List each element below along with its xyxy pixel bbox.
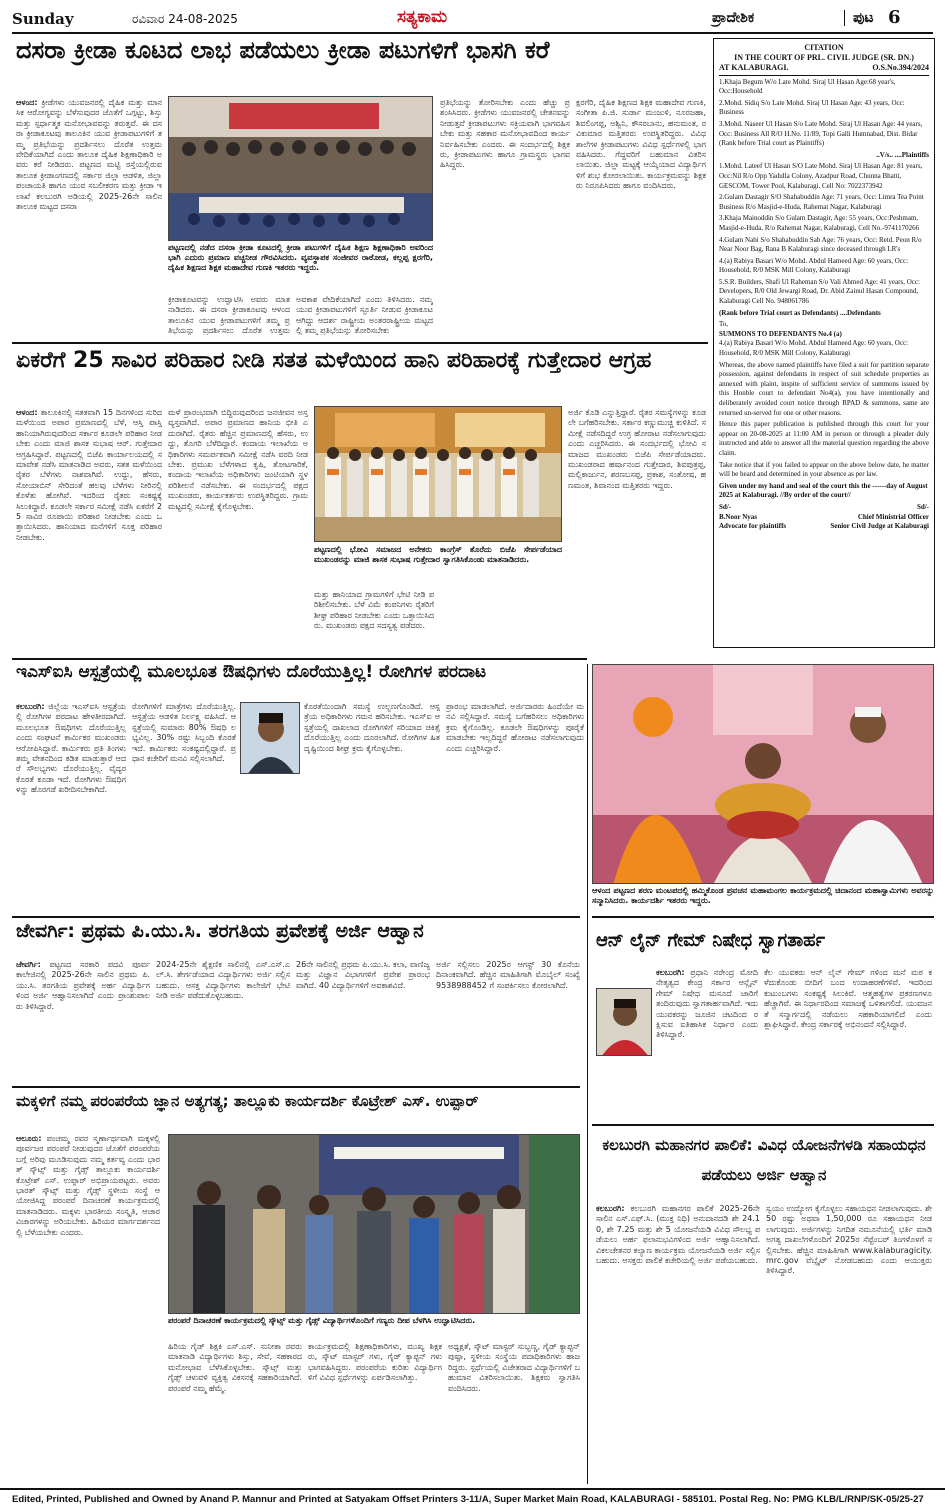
scouts-event-photo xyxy=(169,1135,580,1314)
page-number: 6 xyxy=(888,7,901,28)
court-citation-notice xyxy=(713,38,935,648)
party-meeting-photo xyxy=(315,407,562,542)
sign-left: Sd/- xyxy=(719,502,732,511)
article-2-col4: ಅರ್ಜಿ ಕೊಡಿ ಎನ್ನುತ್ತಿದ್ದಾರೆ. ರೈತರ ಸಮಸ್ಯೆಗಳನ್ನು ಕೂಡಲೇ ಬಗೆಹರಿಸಬೇಕು. ಸರ್ಕಾರ ಕಣ್ಣುಮುಚ್ಚಿ ಕುಳಿತಿದೆ. ಸಮೀಕ್ಷೆ ನಡೆಸದಿದ್ದರೆ ಉಗ್ರ ಹೋರಾಟ ನಡೆಸಲಾಗುವುದು ಎಂದು ಎಚ್ಚರಿಸಿದರು. ಈ ಸಂದರ್ಭದಲ್ಲಿ ಭೋವಿ ಸಮಾಜದ ಮುಖಂಡರು ಬಿಜೆಪಿ ಸೇರ್ಪಡೆಯಾದರು. ಮುಖಂಡರಾದ ಹರ್ಷಾನಂದ ಗುತ್ತೇದಾರ, ಶಿವಪುತ್ರಪ್ಪ, ಮಲ್ಲಿಕಾರ್ಜುನ, ಶರಣಬಸಪ್ಪ, ಪ್ರಕಾಶ, ಸಂತೋಷ, ಹಣಮಂತ, ಶಿವಾನಂದ ಮತ್ತಿತರರು ಇದ್ದರು. xyxy=(568,408,706,490)
notice-case-number: O.S.No.394/2024 xyxy=(872,63,929,72)
article-6-headline: ಆನ್ ಲೈನ್ ಗೇಮ್ ನಿಷೇಧ ಸ್ವಾಗತಾರ್ಹ xyxy=(596,932,825,951)
notice-place: AT KALABURAGI. xyxy=(719,63,789,72)
article-3-col4: ಪ್ರಾರಂಭ ಮಾಡಲಾಗಿದೆ. ಅರ್ಜಿದಾರರು ಹಿಂದೆಯೇ ಮನವಿ ಸಲ್ಲಿಸಿದ್ದಾರೆ. ಸಮಸ್ಯೆ ಬಗೆಹರಿಸಲು ಅಧಿಕಾರಿಗಳು ಕ್ರಮ ಕೈಗೊಂಡಿಲ್ಲ. ಕೂಡಲೇ ಔಷಧಿಗಳನ್ನು ಪೂರೈಕೆ ಮಾಡಬೇಕು ಇಲ್ಲದಿದ್ದರೆ ಹೋರಾಟ ನಡೆಸಲಾಗುವುದು ಎಂದು ಎಚ್ಚರಿಸಿದ್ದಾರೆ. xyxy=(446,702,584,753)
article-1-col3: ಅವಕಾಶ ವೇದಿಕೆಯಾಗಿದೆ ಎಂದು ತಿಳಿಸಿದರು. ನಮ್ಮ ಯುವ ಕ್ರೀಡಾಪಟುಗಳಿಗೆ ಸ್ಪೂರ್ತಿ ನೀಡುವ ಕ್ರೀಡಾಕೂಟ ಆಗಿದ್ದು ಆದರ್ಶ ರಾಷ್ಟ್ರೀಯ ಅಂತರರಾಷ್ಟ್ರೀಯ ಮಟ್ಟದಲ್ಲಿ ತಮ್ಮ ಪ್ರತಿಭೆಯನ್ನು ತೋರಿಸಬೇಕು xyxy=(296,295,433,335)
article-4-col1: ಜೇವರ್ಗಿ: ಪಟ್ಟಣದ ಸರಕಾರಿ ಪದವಿ ಪೂರ್ವ ಕಾಲೇಜಿನಲ್ಲಿ 2025-26ನೇ ಸಾಲಿನ ಪ್ರಥಮ ಪಿ.ಯು.ಸಿ. ತರಗತಿಯ ಪ್ರವೇಶಕ್ಕೆ ಅರ್ಹ ವಿದ್ಯಾರ್ಥಿಗಳಿಂದ ಅರ್ಜಿ ಆಹ್ವಾನಿಸಲಾಗಿದೆ ಎಂದು ಪ್ರಾಂಶುಪಾಲರು ತಿಳಿಸಿದ್ದಾರೆ. xyxy=(16,960,150,1011)
defendant-3: 3.Khaja Mainoddin S/o Gulam Dastagir, Age: 55 years, Occ:Peshmam, Masjid-e-Huda, R/o Rahemat Nagar, Kalaburagi, Cell No.-9741170266 xyxy=(719,214,920,232)
header-date: ರವಿವಾರ 24-08-2025 xyxy=(132,12,238,26)
summons-party: 4.(a) Rabiya Basari W/o Mohd. Abdul Hameed Age: 60 years, Occ: Household, R/0 MSK Mill Colony, Kalaburagi xyxy=(719,339,909,358)
defendant-2: 2.Gulam Dastagir S/O Shahabuddin Age: 71 years, Occ: Limra Tea Point Business R/o Masjid-e-Huda, Rahemat Nagar, Kalaburagi xyxy=(719,193,924,211)
article-1-col4: ಪ್ರತಿಭೆಯನ್ನು ತೋರಿಸಬೇಕು ಎಂದು ಹೆಚ್ಚು ಪ್ರಶಂಸಿಸಿದರು. ಕ್ರೀಡೆಗಳು ಯುವಜನರಲ್ಲಿ ಚೇತನವನ್ನು ನೀಡುತ್ತವೆ ಕ್ರೀಡಾಪಟುಗಳು ಸಕ್ರಿಯವಾಗಿ ಭಾಗವಹಿಸಬೇಕು ಮತ್ತು ಸಹಕಾರ ಮನೋಭಾವದಿಂದ ಕಾರ್ಯನಿರ್ವಹಿಸಬೇಕು ಎಂದರು. ಈ ಸಂದರ್ಭದಲ್ಲಿ ಶಿಕ್ಷಕರು, ಕ್ರೀಡಾಪಟುಗಳು ಹಾಗೂ ಗ್ರಾಮಸ್ಥರು ಭಾಗವಹಿಸಿದ್ದರು. xyxy=(440,98,570,170)
article-7-headline: ಕಲಬುರಗಿ ಮಹಾನಗರ ಪಾಲಿಕೆ: ವಿವಿಧ ಯೋಜನೆಗಳಡಿ ಸಹಾಯಧನ ಪಡೆಯಲು ಅರ್ಜಿ ಆಹ್ವಾನ xyxy=(602,1136,926,1184)
section-name: ಪ್ರಾದೇಶಿಕ xyxy=(712,10,755,26)
notice-body-3: Take notice that if you failed to appear on the above below date, he matter will be heard and determined in your absence as per law. xyxy=(719,460,929,479)
divider xyxy=(12,916,580,918)
article-7-col1: ಕಲಬುರಗಿ: ಕಲಬುರಗಿ ಮಹಾನಗರ ಪಾಲಿಕೆ 2025-26ನೇ ಸಾಲಿನ ಎಸ್.ಎಫ್.ಸಿ. (ಮುಕ್ತ ನಿಧಿ) ಅನುದಾನದಡಿ ಶೇ 24.10, ಶೇ 7.25 ಮತ್ತು ಶೇ 5 ಯೋಜನೆಯಡಿ ವಿವಿಧ ಸೌಲಭ್ಯ ಪಡೆಯಲು ಅರ್ಹ ಫಲಾನುಭವಿಗಳಿಂದ ಅರ್ಜಿ ಆಹ್ವಾನಿಸಲಾಗಿದೆ. ವಿಕಲಚೇತನರ ಕಲ್ಯಾಣ ಕಾರ್ಯಕ್ರಮ ಯೋಜನೆಯಡಿ ಅರ್ಜಿ ಸಲ್ಲಿಸಬಹುದು. ಆಸಕ್ತರು ಪಾಲಿಕೆ ಕಚೇರಿಯಲ್ಲಿ ಅರ್ಜಿ ಪಡೆಯಬಹುದು. xyxy=(596,1204,760,1266)
sports-group-photo xyxy=(169,97,433,241)
sign-right: Sd/- xyxy=(916,502,929,511)
article-2-caption: ಪಟ್ಟಣದಲ್ಲಿ ಭೋವಿ ಸಮಾಜದ ಅನೇಕರು ಕಾಂಗ್ರೆಸ್ ತೊರೆದು ಬಿಜೆಪಿ ಸೇರ್ಪಡೆಯಾದ ಮುಖಂಡರನ್ನು ಮಾಜಿ ಶಾಸಕ ಸುಭಾಷ ಗುತ್ತೇದಾರ ಸ್ವಾಗತಿಸಿಕೊಂಡು ಮಾತನಾಡಿದರು. xyxy=(314,545,562,564)
article-6-col1: ಕಲಬುರಗಿ: ಪ್ರಧಾನಿ ನರೇಂದ್ರ ಮೋದಿ ನೇತೃತ್ವದ ಕೇಂದ್ರ ಸರ್ಕಾರ ಆನ್ಲೈನ್ ಗೇಮ್ ನಿಷೇಧ ಮಸೂದೆ ಜಾರಿಗೆ ತಂದಿರುವುದು ಸ್ವಾಗತಾರ್ಹವಾಗಿದೆ. ಇದು ಯುವಕರನ್ನು ಜೂಜಿನ ಚಟದಿಂದ ರಕ್ಷಿಸುವ ಐತಿಹಾಸಿಕ ನಿರ್ಧಾರ ಎಂದು ತಿಳಿಸಿದ್ದಾರೆ. xyxy=(656,968,758,1040)
plaintiff-1: 1.Khaja Begum W/o Late Mohd. Siraj Ul Hasan Age:68 year's, Occ:Household xyxy=(719,77,896,96)
notice-body-2: Hence this paper publication is published through this court for your appear on 20-08-2025 at 11:00 AM in person or through a pleader duly instructed and able to answer all the material question regarding the above claim. xyxy=(719,420,929,457)
print-line: Edited, Printed, Published and Owned by Anand P. Mannur and Printed at Satyakam Offset Printers 3-11/A, Super Market Main Road, KALABURAGI - 585101. Postal Reg. No: PMG KLB/L/RNP/SK-05/25-27 xyxy=(0,1488,945,1509)
article-1-col1: ಆಳಂದ: ಕ್ರೀಡೆಗಳು ಯುವಜನರಲ್ಲಿ ದೈಹಿಕ ಮತ್ತು ಮಾನಸಿಕ ಆರೋಗ್ಯವನ್ನು ಬೆಳೆಸುವುದರ ಜೊತೆಗೆ ಒಗ್ಗಟ್ಟು, ಶಿಸ್ತು ಮತ್ತು ಸ್ಪರ್ಧಾತ್ಮಕ ಮನೋಭಾವವನ್ನು ತರುತ್ತವೆ. ಈ ದಸರಾ ಕ್ರೀಡಾಕೂಟವು ತಾಲೂಕಿನ ಯುವ ಕ್ರೀಡಾಪಟುಗಳಿಗೆ ತಮ್ಮ ಪ್ರತಿಭೆಯನ್ನು ಪ್ರದರ್ಶಿಸಲು ದೊರೆತ ಉತ್ತಮ ವೇದಿಕೆಯಾಗಿದೆ ಎಂದು ತಾಲೂಕ ದೈಹಿಕ ಶಿಕ್ಷಣಾಧಿಕಾರಿ ಅವರು ಕರೆ ನೀಡಿದರು. ಪಟ್ಟಣದ ಮಟ್ಟಿ ರಸ್ತೆಯಲ್ಲಿರುವ ತಾಲೂಕ ಕ್ರೀಡಾಂಗಣದಲ್ಲಿ ಸರ್ಕಾರ ಜಿಲ್ಲಾ ಆಡಳಿತ, ಜಿಲ್ಲಾ ಪಂಚಾಯತಿ ಹಾಗೂ ಯುವ ಸಬಲೀಕರಣ ಮತ್ತು ಕ್ರೀಡಾ ಇಲಾಖೆ ಕಲಬುರಗಿ ಅಡಿಯಲ್ಲಿ 2025-26ನೇ ಸಾಲಿನ ತಾಲೂಕ ಮಟ್ಟದ ದಸರಾ xyxy=(16,98,162,212)
page-label: ಪುಟ xyxy=(844,10,874,26)
article-3-col2: ರೋಗಿಗಳಿಗೆ ಮಾತ್ರೆಗಳು ದೊರೆಯುತ್ತಿಲ್ಲ. ಆಸ್ಪತ್ರೆಯ ಆಡಳಿತ ನಿರ್ಲಕ್ಷ್ಯ ವಹಿಸಿದೆ. ಆಸ್ಪತ್ರೆಯಲ್ಲಿ ಸುಮಾರು 80% ಔಷಧಿ ಲಭ್ಯವಿಲ್ಲ. 30% ರಷ್ಟು ಸಿಬ್ಬಂದಿ ಕೊರತೆ ಇದೆ. ಕಾರ್ಮಿಕರು ಸಂಕಷ್ಟದಲ್ಲಿದ್ದಾರೆ. ಪ್ರಧಾನ ಕಚೇರಿಗೆ ಮನವಿ ಸಲ್ಲಿಸಲಾಗಿದೆ. xyxy=(132,702,236,764)
article-1-headline: ದಸರಾ ಕ್ರೀಡಾ ಕೂಟದ ಲಾಭ ಪಡೆಯಲು ಕ್ರೀಡಾ ಪಟುಗಳಿಗೆ ಭಾಸಗಿ ಕರೆ xyxy=(16,38,550,64)
defendant-4: 4.Gulam Nabi S/o Shahabuddin Sab Age: 76 years, Occ: Retd. Peon R/o Near Noor Bag, Rana B Kalaburagi since deceased through LR's xyxy=(719,235,922,254)
article-2-col2: ಮಳೆ ಪ್ರಾರಂಭವಾಗಿ ಬಿದ್ದಿರುವುದರಿಂದ ಜನಜೀವನ ಅಸ್ತವ್ಯಸ್ತವಾಗಿದೆ. ಅಪಾರ ಪ್ರಮಾಣದ ಹಾನಿಯ ಭೀತಿ ಎದುರಾಗಿದೆ. ರೈತರು ಹೆಚ್ಚಿನ ಪ್ರಮಾಣದಲ್ಲಿ ಹೆಸರು, ಉದ್ದು, ತೊಗರಿ ಬೆಳೆದಿದ್ದಾರೆ. ಕಂದಾಯ ಇಲಾಖೆಯ ಅಧಿಕಾರಿಗಳು ಸಮರ್ಪಕವಾಗಿ ಸಮೀಕ್ಷೆ ನಡೆಸಿ ವರದಿ ನೀಡಬೇಕು. ಪ್ರಮುಖ ಬೆಳೆಗಳಾದ ಕೃಷಿ, ತೋಟಗಾರಿಕೆ, ಕಂದಾಯ ಇಲಾಖೆಯ ಅಧಿಕಾರಿಗಳು ಜಂಟಿಯಾಗಿ ಸ್ಥಳ ಪರಿಶೀಲನೆ ನಡೆಸಬೇಕು. ಈ ಸಂದರ್ಭದಲ್ಲಿ ಪಕ್ಷದ ಮುಖಂಡರು, ಕಾರ್ಯಕರ್ತರು ಉಪಸ್ಥಿತರಿದ್ದರು. ಗ್ರಾಮ ಮಟ್ಟದಲ್ಲಿ ಸಮೀಕ್ಷೆ ಕೈಗೊಳ್ಳಬೇಕು. xyxy=(168,408,308,511)
article-6-col2: ಕೆಲ ಯುವಕರು ಆನ್ ಲೈನ್ ಗೇಮ್ ಗಳಿಂದ ಮನೆ ಮಠ ಕಳೆದುಕೊಂಡು ಬೀದಿಗೆ ಬಂದ ಉದಾಹರಣೆಗಳಿವೆ. ಇದರಿಂದ ಕುಟುಂಬಗಳು ಸಂಕಷ್ಟಕ್ಕೆ ಸಿಲುಕಿವೆ. ಆತ್ಮಹತ್ಯೆಗಳ ಪ್ರಕರಣಗಳೂ ಹೆಚ್ಚಾಗಿವೆ. ಈ ನಿರ್ಧಾರದಿಂದ ಸಮಾಜಕ್ಕೆ ಒಳಿತಾಗಲಿದೆ. ಯುವಜನತೆ ಸನ್ಮಾರ್ಗದಲ್ಲಿ ನಡೆಯಲು ಸಹಕಾರಿಯಾಗಲಿದೆ ಎಂದು ಶ್ಲಾಘಿಸಿದ್ದಾರೆ. ಕೇಂದ್ರ ಸರ್ಕಾರಕ್ಕೆ ಅಭಿನಂದನೆ ಸಲ್ಲಿಸಿದ್ದಾರೆ. xyxy=(764,968,932,1030)
notice-given: Given under my hand and seal of the court this the ------day of August 2025 at Kalaburagi. //By order of the court// xyxy=(719,481,928,500)
article-7-col2: ಸ್ವಯಂ ಉದ್ಯೋಗ ಕೈಗೊಳ್ಳಲು ಸಹಾಯಧನ ನೀಡಲಾಗುವುದು. ಶೇ 50 ರಷ್ಟು ಅಥವಾ 1,50,000 ರೂ ಸಹಾಯಧನ ನೀಡಲಾಗುವುದು. ಅರ್ಜಿಗಳನ್ನು ನಿಗದಿತ ನಮೂನೆಯಲ್ಲಿ ಭರ್ತಿ ಮಾಡಿ ಅಗತ್ಯ ದಾಖಲೆಗಳೊಂದಿಗೆ 2025ರ ಸೆಪ್ಟೆಂಬರ್ ತಿಂಗಳೊಳಗೆ ಸಲ್ಲಿಸಬೇಕು. ಹೆಚ್ಚಿನ ಮಾಹಿತಿಗಾಗಿ www.kalaburagicity.mrc.gov ವೆಬ್ಸೈಟ್ ನೋಡಬಹುದು ಎಂದು ಆಯುಕ್ತರು ತಿಳಿಸಿದ್ದಾರೆ. xyxy=(766,1204,932,1276)
article-3-portrait xyxy=(240,702,300,774)
felicitation-photo xyxy=(592,664,934,884)
article-1-photo xyxy=(168,96,433,241)
plaintiff-2: 2.Mohd. Sidiq S/o Late Mohd. Siraj Ul Hasan Age: 43 years, Occ: Business xyxy=(719,98,905,117)
article-3-col1: ಕಲಬುರಗಿ: ಜಿಲ್ಲೆಯ ಇಎಸ್ಐಸಿ ಆಸ್ಪತ್ರೆಯಲ್ಲಿ ರೋಗಿಗಳ ಪರದಾಟ ಹೇಳತೀರದಾಗಿದೆ. ಮೂಲಭೂತ ಔಷಧಿಗಳು ದೊರೆಯುತ್ತಿಲ್ಲ ಎಂದು ಸಂಘಟನೆ ಕಾರ್ಮಿಕರ ಮುಖಂಡರು ಆರೋಪಿಸಿದ್ದಾರೆ. ಕಾರ್ಮಿಕರು ಪ್ರತಿ ತಿಂಗಳು ತಮ್ಮ ವೇತನದಿಂದ ಕಡಿತ ಮಾಡುತ್ತಾರೆ ಆದರೆ ಸೌಲಭ್ಯಗಳು ದೊರೆಯುತ್ತಿಲ್ಲ. ವೈದ್ಯರ ಕೊರತೆ ಕೂಡಾ ಇದೆ. ರೋಗಿಗಳು ಔಷಧಿಗಳನ್ನು ಹೊರಗಡೆ ಖರೀದಿಸಬೇಕಾಗಿದೆ. xyxy=(16,702,126,795)
divider xyxy=(12,1086,580,1088)
article-4-col2: 2024-25ನೇ ಶೈಕ್ಷಣಿಕ ಸಾಲಿನಲ್ಲಿ ಎಸ್.ಎಸ್.ಎಲ್.ಸಿ. ತೇರ್ಗಡೆಯಾದ ವಿದ್ಯಾರ್ಥಿಗಳು ಅರ್ಜಿ ಸಲ್ಲಿಸಬಹುದು. ಆಸಕ್ತ ವಿದ್ಯಾರ್ಥಿಗಳು ಕಾಲೇಜಿಗೆ ಭೇಟಿ ನೀಡಿ ಅರ್ಜಿ ಪಡೆದುಕೊಳ್ಳಬಹುದು. xyxy=(156,960,290,1001)
masthead: ಸತ್ಯಕಾಮ xyxy=(397,7,448,27)
page-header xyxy=(12,6,933,34)
felicitation-caption: ಆಳಂದ ಪಟ್ಟಣದ ಶರಣ ಮಂಟಪದಲ್ಲಿ ಹಮ್ಮಿಕೊಂಡ ಪ್ರವಚನ ಮಹಾಮಂಗಲ ಕಾರ್ಯಕ್ರಮದಲ್ಲಿ ಚಿದಾನಂದ ಮಹಾಸ್ವಾಮಿಗಳು ಅವರನ್ನು ಸನ್ಮಾನಿಸಿದರು. ಕಾರ್ಯದರ್ಶಿ ಇತರರು ಇದ್ದರು. xyxy=(592,886,934,905)
article-4-headline: ಜೇವರ್ಗಿ: ಪ್ರಥಮ ಪಿ.ಯು.ಸಿ. ತರಗತಿಯ ಪ್ರವೇಶಕ್ಕೆ ಅರ್ಜಿ ಆಹ್ವಾನ xyxy=(16,922,424,942)
article-4-col3: 26ನೇ ಸಾಲಿನಲ್ಲಿ ಪ್ರಥಮ ಪಿ.ಯು.ಸಿ. ಕಲಾ, ವಾಣಿಜ್ಯ ಮತ್ತು ವಿಜ್ಞಾನ ವಿಭಾಗಗಳಿಗೆ ಪ್ರವೇಶ ಪ್ರಾರಂಭವಾಗಿದೆ. 40 ವಿದ್ಯಾರ್ಥಿಗಳಿಗೆ ಅವಕಾಶವಿದೆ. xyxy=(296,960,430,990)
advocate-name: B.Noor Nyas xyxy=(719,512,757,521)
plaintiffs-label: ..V/s.. ....Plaintiffs xyxy=(876,150,929,159)
article-3-headline: ಇಎಸ್ಐಸಿ ಆಸ್ಪತ್ರೆಯಲ್ಲಿ ಮೂಲಭೂತ ಔಷಧಿಗಳು ದೊರೆಯುತ್ತಿಲ್ಲ! ರೋಗಿಗಳ ಪರದಾಟ xyxy=(16,664,487,682)
advocate-role: Advocate for plaintiffs xyxy=(719,522,787,531)
notice-body-1: Whereas, the above named plaintiffs have filed a suit for partition separate possession, against defendants in respect of suit schedule properties as annexed with plaint, inspite of sufficient service of summons issued by this Honble court to defendant No4(a), you have intentionally and deliberately avoided court notice through RPAD & summons, same are returned un-served for one or other reasons. xyxy=(719,360,929,417)
temple-felicitation-photo xyxy=(593,665,934,884)
article-5-photo xyxy=(168,1134,580,1314)
article-4-col4: ಅರ್ಜಿ ಸಲ್ಲಿಸಲು 2025ರ ಆಗಸ್ಟ್ 30 ಕೊನೆಯ ದಿನಾಂಕವಾಗಿದೆ. ಹೆಚ್ಚಿನ ಮಾಹಿತಿಗಾಗಿ ಮೊಬೈಲ್ ಸಂಖ್ಯೆ 9538988452 ಗೆ ಸಂಪರ್ಕಿಸಲು ಕೋರಲಾಗಿದೆ. xyxy=(436,960,580,990)
officer-role: Chief Ministrial Officer xyxy=(857,512,929,521)
article-3-col3: ಕೊರತೆಯಿಂದಾಗಿ ಸಮಸ್ಯೆ ಉಲ್ಬಣಗೊಂಡಿದೆ. ಆಸ್ಪತ್ರೆಯ ಅಧಿಕಾರಿಗಳು ಗಮನ ಹರಿಸಬೇಕು. ಇಎಸ್ಐ ಆಸ್ಪತ್ರೆಯಲ್ಲಿ ದಾಖಲಾದ ರೋಗಿಗಳಿಗೆ ಸರಿಯಾದ ಚಿಕಿತ್ಸೆ ದೊರೆಯುತ್ತಿಲ್ಲ ಎಂದು ದೂರಲಾಗಿದೆ. ರೋಗಿಗಳ ಹಿತದೃಷ್ಟಿಯಿಂದ ಶೀಘ್ರ ಕ್ರಮ ಕೈಗೊಳ್ಳಬೇಕು. xyxy=(304,702,440,753)
article-5-headline: ಮಕ್ಕಳಿಗೆ ನಮ್ಮ ಪರಂಪರೆಯ ಜ್ಞಾನ ಅತ್ಯಗತ್ಯ; ತಾಲ್ಲೂಕು ಕಾರ್ಯದರ್ಶಿ ಕೊಟ್ರೇಶ್ ಎಸ್. ಉಪ್ಪಾರ್ xyxy=(16,1094,479,1110)
article-5-caption: ಪರಂಪರೆ ದಿನಾಚರಣೆ ಕಾರ್ಯಕ್ರಮದಲ್ಲಿ ಸ್ಕೌಟ್ಸ್ ಮತ್ತು ಗೈಡ್ಸ್ ವಿದ್ಯಾರ್ಥಿಗಳೊಂದಿಗೆ ಗಣ್ಯರು ದೀಪ ಬೆಳಗಿಸಿ ಉದ್ಘಾಟಿಸಿದರು. xyxy=(168,1316,476,1325)
article-5-col4: ಅಧ್ಯಕ್ಷತೆ, ಸ್ಕೌಟ್ ಮಾಸ್ಟರ್ ಸುಬ್ಬಣ್ಣ, ಗೈಡ್ ಕ್ಯಾಪ್ಟನ್ ಪುಷ್ಪಾ, ಸ್ಥಳೀಯ ಸಂಸ್ಥೆಯ ಪದಾಧಿಕಾರಿಗಳು ಹಾಜರಿದ್ದರು. ಸ್ಪರ್ಧೆಯಲ್ಲಿ ವಿಜೇತರಾದ ವಿದ್ಯಾರ್ಥಿಗಳಿಗೆ ಬಹುಮಾನ ವಿತರಿಸಲಾಯಿತು. ಶಿಕ್ಷಕರು ಸ್ವಾಗತಿಸಿ ವಂದಿಸಿದರು. xyxy=(448,1342,580,1393)
article-5-col3: ಕಾರ್ಯಕ್ರಮದಲ್ಲಿ ಶಿಕ್ಷಣಾಧಿಕಾರಿಗಳು, ಮುಖ್ಯ ಶಿಕ್ಷಕರು, ಸ್ಕೌಟ್ ಮಾಸ್ಟರ್ ಗಳು, ಗೈಡ್ ಕ್ಯಾಪ್ಟನ್ ಗಳು ಭಾಗವಹಿಸಿದ್ದರು. ಪರಂಪರೆಯ ಕುರಿತು ವಿದ್ಯಾರ್ಥಿಗಳಿಗೆ ವಿವಿಧ ಸ್ಪರ್ಧೆಗಳನ್ನು ಏರ್ಪಡಿಸಲಾಗಿತ್ತು. xyxy=(308,1342,442,1383)
notice-to: To, xyxy=(719,320,729,329)
person-portrait-photo xyxy=(241,703,300,774)
divider xyxy=(592,1124,934,1126)
notice-court: IN THE COURT OF PRL. CIVIL JUDGE (SR. DN.) xyxy=(734,53,914,62)
article-1-col5: ಕ್ಷರಗೆರಿ, ದೈಹಿಕ ಶಿಕ್ಷಣದ ಶಿಕ್ಷಕ ಮಹಾದೇವ ಗುಣಕಿ, ಸಂಗೀತಾ ಪಿ.ಜಿ. ಸುರ್ಡಾ ಮಂಜುಳಿ, ನೂರಜಹಾ, ಶಿವಲಿಂಗಪ್ಪ, ಅಶ್ವಿನಿ, ಕೌಸರಬಾನು, ಹನುಮಂತ, ರವಿಕುಮಾರ ಮತ್ತಿತರರು ಉಪಸ್ಥಿತರಿದ್ದರು. ವಿವಿಧ ಶಾಲೆಗಳ ಕ್ರೀಡಾಪಟುಗಳು ವಿವಿಧ ಸ್ಪರ್ಧೆಗಳಲ್ಲಿ ಭಾಗವಹಿಸಿದರು. ಗೆದ್ದವರಿಗೆ ಬಹುಮಾನ ವಿತರಿಸಲಾಯಿತು. ಜಿಲ್ಲಾ ಮಟ್ಟಕ್ಕೆ ಆಯ್ಕೆಯಾದ ವಿದ್ಯಾರ್ಥಿಗಳಿಗೆ ಶುಭ ಕೋರಲಾಯಿತು. ಕಾರ್ಯಕ್ರಮವನ್ನು ಶಿಕ್ಷಕರು ನಿರೂಪಿಸಿದರು ಹಾಗೂ ವಂದಿಸಿದರು. xyxy=(576,98,706,191)
defendant-1: 1.Mohd. Lateef Ul Hasan S/O Late Mohd. Siraj Ul Hasan Age: 81 years, Occ:Nil R/o Opp Yadulla Colony, Azadpur Road, Chunna Bhatti, GESCOM, Tower Pool, Kalaburagi. Cell No: 7022373942 xyxy=(719,162,923,190)
article-2-col3: ಮತ್ತು ಹಾನಿಯಾದ ಗ್ರಾಮಗಳಿಗೆ ಭೇಟಿ ನೀಡಿ ಪರಿಶೀಲಿಸಬೇಕು. ಬೆಳೆ ವಿಮೆ ಕಂಪನಿಗಳು ರೈತರಿಗೆ ಶೀಘ್ರ ಪರಿಹಾರ ನೀಡಬೇಕು ಎಂದು ಒತ್ತಾಯಿಸಿದರು. ಮುಖಂಡರು ಪಕ್ಷದ ಸದಸ್ಯತ್ವ ಪಡೆದರು. xyxy=(314,590,434,631)
article-2-col1: ಆಳಂದ: ತಾಲೂಕಿನಲ್ಲಿ ಸತತವಾಗಿ 15 ದಿನಗಳಿಂದ ಸುರಿದ ಮಳೆಯಿಂದ ಅಪಾರ ಪ್ರಮಾಣದಲ್ಲಿ ಬೆಳೆ, ಆಸ್ತಿ ಪಾಸ್ತಿ ಹಾನಿಯಾಗಿರುವುದರಿಂದ ಸರ್ಕಾರ ಕೂಡಲೇ ಪರಿಹಾರ ನೀಡಬೇಕು ಎಂದು ಮಾಜಿ ಶಾಸಕ ಸುಭಾಷ ಆರ್. ಗುತ್ತೇದಾರ ಆಗ್ರಹಿಸಿದ್ದಾರೆ. ಪಟ್ಟಣದಲ್ಲಿ ಬಿಜೆಪಿ ಕಾರ್ಯಾಲಯದಲ್ಲಿ ಸಮಾವೇಶ ನಡೆಸಿ ಮಾತನಾಡಿದ ಅವರು, ಸತತ ಮಳೆಯಿಂದ ರೈತರ ಬೆಳೆಗಳು ನಾಶವಾಗಿವೆ. ಉದ್ದು, ಹೆಸರು, ಸೋಯಾಬಿನ್ ಸೇರಿದಂತೆ ಹಲವು ಬೆಳೆಗಳು ನೀರಿನಲ್ಲಿ ಕೊಳೆತು ಹೋಗಿವೆ. ಇದರಿಂದ ರೈತರು ಸಂಕಷ್ಟಕ್ಕೆ ಸಿಲುಕಿದ್ದಾರೆ. ಕೂಡಲೇ ಸರ್ಕಾರ ಸಮೀಕ್ಷೆ ನಡೆಸಿ ಏಕರೆಗೆ 25 ಸಾವಿರ ರೂಪಾಯಿ ಪರಿಹಾರ ನೀಡಬೇಕು ಎಂದು ಒತ್ತಾಯಿಸಿದರು. ಹಾನಿಯಾದ ಮನೆಗಳಿಗೆ ಸೂಕ್ತ ಪರಿಹಾರ ನೀಡಬೇಕು. xyxy=(16,408,162,542)
header-day: Sunday xyxy=(12,10,74,28)
article-1-caption: ಪಟ್ಟಣದಲ್ಲಿ ನಡೆದ ದಸರಾ ಕ್ರೀಡಾ ಕೂಟದಲ್ಲಿ ಕ್ರೀಡಾ ಪಟುಗಳಿಗೆ ದೈಹಿಕ ಶಿಕ್ಷಣ ಶಿಕ್ಷಣಾಧಿಕಾರಿ ಅವರಿಂದ ಭಾಗಿ ಎದುರು ಪ್ರಮಾಣ ವಚ್ಚನೀಡ ಗೌರವಿಸಿದರು. ವ್ಯವಸ್ಥಾಪಕ ಸಂಜೀವರ ರಾಠೋಡ, ಕಲ್ಲಪ್ಪ ಕ್ಷರಗೆರಿ, ದೈಹಿಕ ಶಿಕ್ಷಣದ ಶಿಕ್ಷಕ ಮಹಾದೇವ ಗುಣಕಿ ಇತರರು ಇದ್ದರು. xyxy=(168,243,433,272)
defendants-label: (Rank before Trial court as Defendants) ....Defendants xyxy=(719,308,881,317)
divider xyxy=(12,342,708,344)
article-5-col2: ಹಿರಿಯ ಗೈಡ್ ಶಿಕ್ಷಕಿ ಎಸ್.ಎಸ್. ಸುನೀತಾ ರವರು ಮಾತನಾಡಿ ವಿದ್ಯಾರ್ಥಿಗಳು ಶಿಸ್ತು, ಸೇವೆ, ಸಹಕಾರದ ಮನೋಭಾವ ಬೆಳೆಸಿಕೊಳ್ಳಬೇಕು. ಸ್ಕೌಟ್ಸ್ ಮತ್ತು ಗೈಡ್ಸ್ ಚಳುವಳಿ ವ್ಯಕ್ತಿತ್ವ ವಿಕಸನಕ್ಕೆ ಸಹಕಾರಿಯಾಗಿದೆ. ಪರಂಪರೆ ನಮ್ಮ ಹೆಮ್ಮೆ. xyxy=(168,1342,302,1393)
article-2-photo xyxy=(314,406,562,542)
divider xyxy=(12,658,587,660)
defendant-4a: 4.(a) Rabiya Basari W/o Mohd. Abdul Hameed Age: 60 years, Occ: Household, R/0 MSK Mill Colony, Kalaburagi xyxy=(719,256,909,275)
plaintiff-3: 3.Mohd. Naseer Ul Hasan S/o Late Mohd. Siraj Ul Hasan Age: 44 years, Occ: Business All R/O H.No. 11/89, Topi Galli Humnabad, Dist. Bidar (Rank before Trial court as Plaintiffs) xyxy=(719,119,923,148)
officer-court: Senior Civil Judge at Kalaburagi xyxy=(830,522,929,531)
summons-heading: SUMMONS TO DEFENDANTS No.4 (a) xyxy=(719,329,842,338)
article-1-col2: ಕ್ರೀಡಾಕೂಟವನ್ನು ಉದ್ಘಾಟಿಸಿ ಅವರು ಮಾತನಾಡಿದರು. ಈ ದಸರಾ ಕ್ರೀಡಾಕೂಟವು ಆಳಂದ ತಾಲೂಕಿನ ಯುವ ಕ್ರೀಡಾಪಟುಗಳಿಗೆ ತಮ್ಮ ಪ್ರತಿಭೆಯನ್ನು ಪ್ರದರ್ಶಿಸಲು ದೊರೆತ ಉತ್ತಮ xyxy=(168,295,290,335)
notice-title: CITATION xyxy=(804,43,844,52)
defendant-5: 5.S.R. Builders, Shafi Ul Raheman S/o Vali Ahmed Age: 41 years, Occ: Developers, R/0 Old Jewargi Road, Dr. Abid Zainul Hasan Compound, Kalaburagi Cell No. 948061786 xyxy=(719,277,920,306)
divider xyxy=(592,916,934,918)
column-divider xyxy=(587,664,588,1484)
article-2-headline: ಏಕರೆಗೆ 25 ಸಾವಿರ ಪರಿಹಾರ ನೀಡಿ ಸತತ ಮಳೆಯಿಂದ ಹಾನಿ ಪರಿಹಾರಕ್ಕೆ ಗುತ್ತೇದಾರ ಆಗ್ರಹ xyxy=(16,350,652,373)
article-5-col1: ಆಲೂರು: ಪಂಚಮ್ಮ ರವರ ಸ್ಮರ್ಣಾರ್ಥವಾಗಿ ಮಕ್ಕಳಲ್ಲಿ ಪೂರ್ವಜರ ಪರಂಪರೆ ನೀಡುವುದರ ಜೊತೆಗೆ ಪರಂಪರೆಯ ಬಗ್ಗೆ ಅರಿವು ಮೂಡಿಸುವುದು ನಮ್ಮ ಕರ್ತವ್ಯ ಎಂದು ಭಾರತ್ ಸ್ಕೌಟ್ಸ್ ಮತ್ತು ಗೈಡ್ಸ್ ತಾಲ್ಲೂಕು ಕಾರ್ಯದರ್ಶಿ ಕೊಟ್ರೇಶ್ ಎಸ್. ಉಪ್ಪಾರ್ ಅಭಿಪ್ರಾಯಪಟ್ಟರು. ಅವರು ಭಾರತ್ ಸ್ಕೌಟ್ಸ್ ಮತ್ತು ಗೈಡ್ಸ್ ಸ್ಥಳೀಯ ಸಂಸ್ಥೆ ಆಯೋಜಿಸಿದ್ದ ಪರಂಪರೆ ದಿನಾಚರಣೆ ಕಾರ್ಯಕ್ರಮದಲ್ಲಿ ಮಾತನಾಡಿದರು. ಮಕ್ಕಳು ಭಾರತೀಯ ಸಂಸ್ಕೃತಿ, ಆಚಾರ ವಿಚಾರಗಳನ್ನು ಅರಿಯಬೇಕು. ಹಿರಿಯರ ಮಾರ್ಗದರ್ಶನದಲ್ಲಿ ಬೆಳೆಯಬೇಕು ಎಂದರು. xyxy=(16,1134,160,1237)
